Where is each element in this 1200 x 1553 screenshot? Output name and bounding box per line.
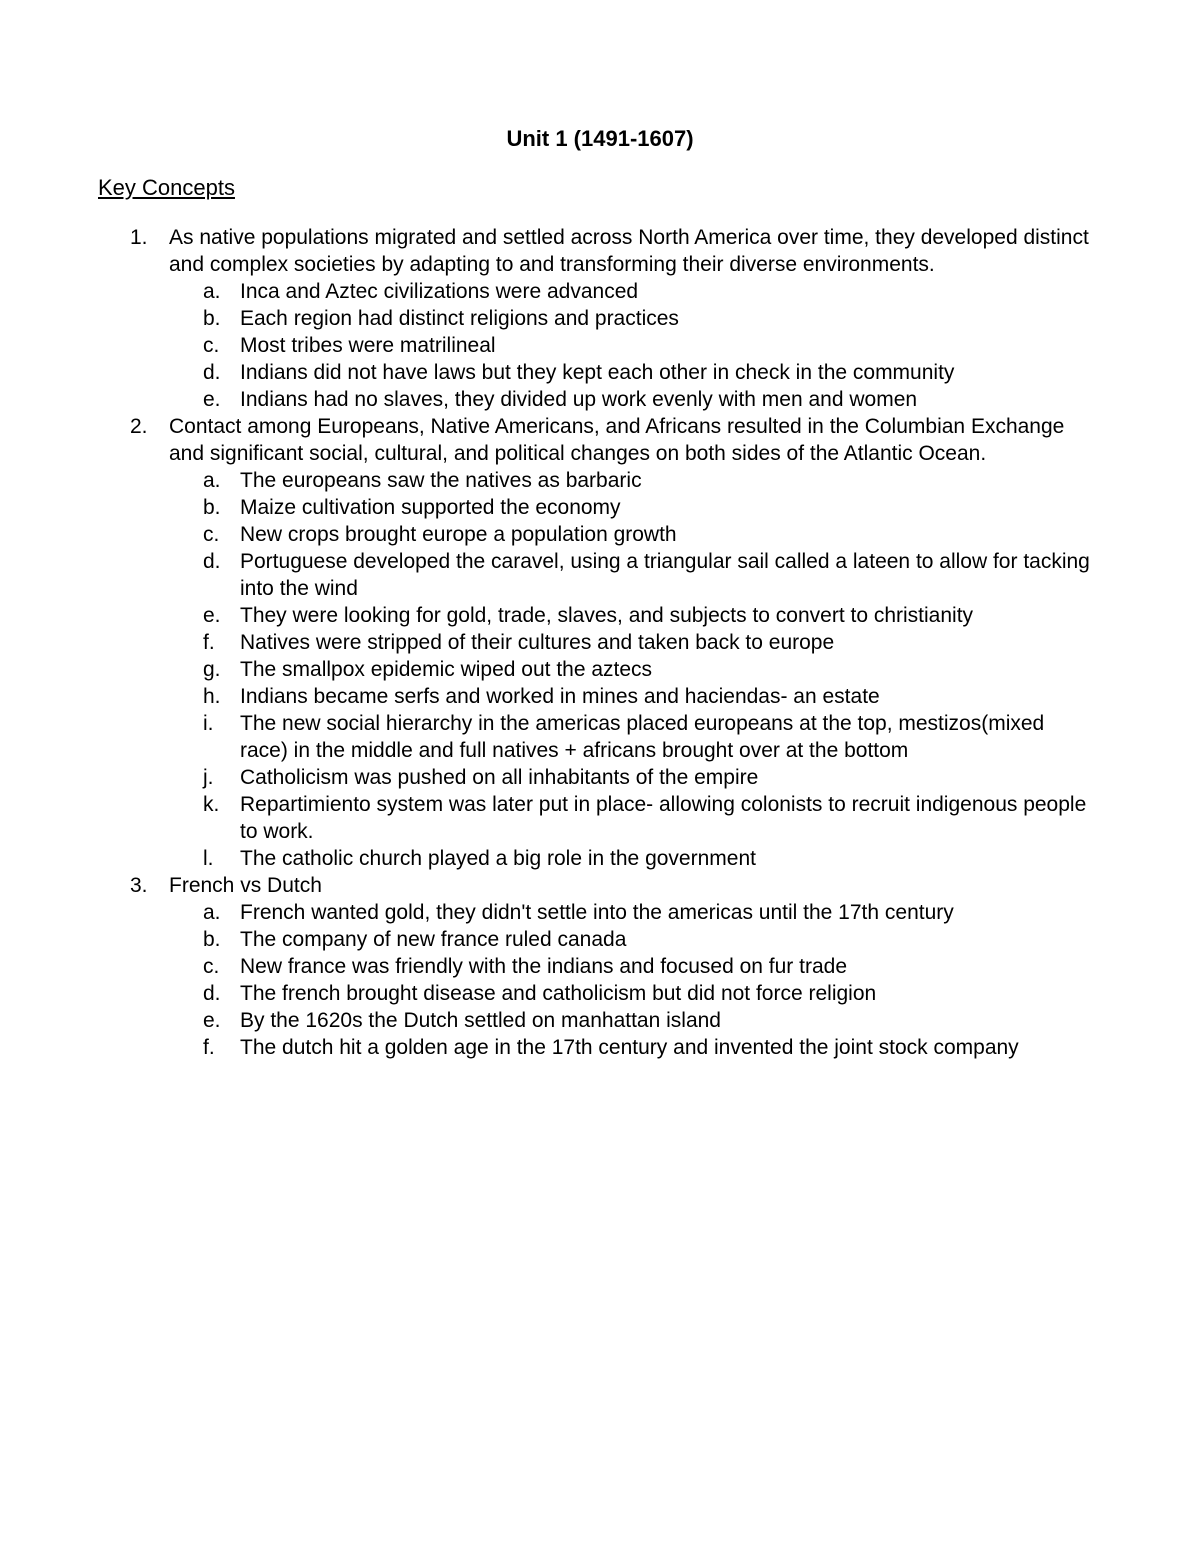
concept-point <box>0 1007 1200 1034</box>
point-letter: d. <box>203 550 221 573</box>
page-title: Unit 1 (1491-1607) <box>506 126 694 151</box>
point-letter: b. <box>203 307 221 330</box>
concept-point <box>0 305 1200 332</box>
point-letter: e. <box>203 604 221 627</box>
point-letter: b. <box>203 496 221 519</box>
point-letter: b. <box>203 928 221 951</box>
point-text: The french brought disease and catholicism but did not force religion <box>240 982 877 1005</box>
point-letter: f. <box>203 631 215 654</box>
point-letter: a. <box>203 901 221 924</box>
point-letter: j. <box>203 766 214 789</box>
concept-point <box>0 332 1200 359</box>
point-letter: c. <box>203 523 220 546</box>
concept-point <box>0 953 1200 980</box>
concept-text: As native populations migrated and settled across North America over time, they developed distinct and complex societies by adapting to and transforming their diverse environments. <box>169 226 1089 276</box>
concept-point <box>0 521 1200 548</box>
point-letter: e. <box>203 1009 221 1032</box>
concept-point <box>0 494 1200 521</box>
point-text: Catholicism was pushed on all inhabitants of the empire <box>240 766 759 789</box>
point-letter: c. <box>203 955 220 978</box>
point-text: French wanted gold, they didn't settle into the americas until the 17th century <box>240 901 954 924</box>
concept-point <box>0 467 1200 494</box>
point-text: The catholic church played a big role in the government <box>240 847 756 870</box>
concept-point <box>0 1034 1200 1061</box>
concept-point <box>0 791 1200 845</box>
point-text: Maize cultivation supported the economy <box>240 496 621 519</box>
concept-list <box>0 224 1200 1061</box>
concept-point <box>0 980 1200 1007</box>
point-text: The dutch hit a golden age in the 17th century and invented the joint stock company <box>240 1036 1019 1059</box>
point-letter: i. <box>203 712 214 735</box>
section-heading: Key Concepts <box>98 175 235 200</box>
point-text: The new social hierarchy in the americas placed europeans at the top, mestizos(mixed race) in the middle and full natives + africans brought over at the bottom <box>240 712 1045 762</box>
concept-point <box>0 386 1200 413</box>
point-letter: d. <box>203 982 221 1005</box>
point-text: The europeans saw the natives as barbaric <box>240 469 642 492</box>
concept-point <box>0 710 1200 764</box>
concept-point <box>0 548 1200 602</box>
concept-item <box>0 872 1200 899</box>
point-letter: g. <box>203 658 221 681</box>
concept-point <box>0 926 1200 953</box>
point-text: New crops brought europe a population growth <box>240 523 677 546</box>
point-letter: c. <box>203 334 220 357</box>
concept-number: 2. <box>130 415 148 438</box>
concept-point <box>0 602 1200 629</box>
point-text: Indians had no slaves, they divided up work evenly with men and women <box>240 388 918 411</box>
concept-point <box>0 656 1200 683</box>
point-text: By the 1620s the Dutch settled on manhattan island <box>240 1009 721 1032</box>
concept-point <box>0 764 1200 791</box>
concept-item <box>0 413 1200 467</box>
point-letter: a. <box>203 469 221 492</box>
concept-point <box>0 845 1200 872</box>
point-letter: d. <box>203 361 221 384</box>
point-text: Each region had distinct religions and practices <box>240 307 679 330</box>
point-text: Indians did not have laws but they kept each other in check in the community <box>240 361 955 384</box>
point-text: Portuguese developed the caravel, using a triangular sail called a lateen to allow for tacking into the wind <box>240 550 1090 600</box>
concept-number: 3. <box>130 874 148 897</box>
point-text: Natives were stripped of their cultures and taken back to europe <box>240 631 835 654</box>
concept-text: French vs Dutch <box>169 874 322 897</box>
point-text: Most tribes were matrilineal <box>240 334 496 357</box>
concept-point <box>0 629 1200 656</box>
concept-point <box>0 359 1200 386</box>
concept-point <box>0 683 1200 710</box>
point-text: The smallpox epidemic wiped out the aztecs <box>240 658 653 681</box>
point-letter: f. <box>203 1036 215 1059</box>
point-text: Repartimiento system was later put in place- allowing colonists to recruit indigenous people to work. <box>240 793 1087 843</box>
point-letter: a. <box>203 280 221 303</box>
concept-point <box>0 278 1200 305</box>
point-letter: h. <box>203 685 221 708</box>
concept-item <box>0 224 1200 278</box>
point-text: They were looking for gold, trade, slaves, and subjects to convert to christianity <box>240 604 974 627</box>
concept-number: 1. <box>130 226 148 249</box>
concept-text: Contact among Europeans, Native Americans, and Africans resulted in the Columbian Exchange and significant social, cultural, and political changes on both sides of the Atlantic Ocean. <box>169 415 1065 465</box>
concept-point <box>0 899 1200 926</box>
point-text: Inca and Aztec civilizations were advanced <box>240 280 639 303</box>
point-text: New france was friendly with the indians and focused on fur trade <box>240 955 848 978</box>
point-text: Indians became serfs and worked in mines and haciendas- an estate <box>240 685 880 708</box>
point-letter: e. <box>203 388 221 411</box>
point-letter: k. <box>203 793 220 816</box>
point-text: The company of new france ruled canada <box>240 928 627 951</box>
point-letter: l. <box>203 847 214 870</box>
